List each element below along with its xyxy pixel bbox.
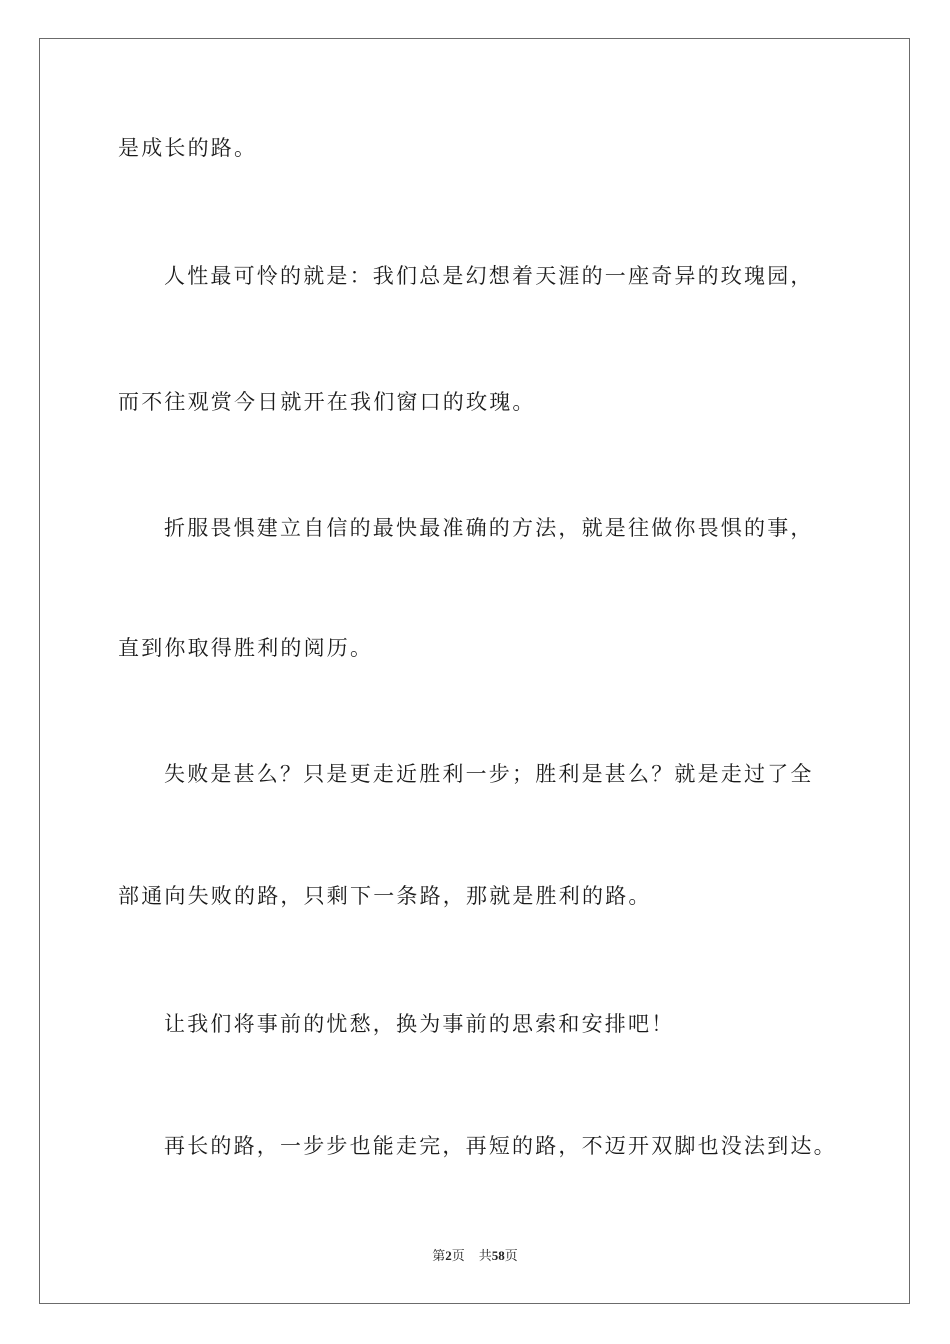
page-footer [0, 1247, 950, 1265]
page-number: 2 [445, 1248, 452, 1263]
total-pages: 58 [491, 1248, 505, 1263]
text-line: 而不往观赏今日就开在我们窗口的玫瑰。 [118, 390, 536, 414]
text-line: 直到你取得胜利的阅历。 [118, 636, 374, 660]
page-prefix: 第 [432, 1248, 446, 1263]
page-suffix: 页 [451, 1248, 465, 1263]
text-line: 部通向失败的路，只剩下一条路，那就是胜利的路。 [118, 884, 652, 908]
paragraph-line: 折服畏惧建立自信的最快最准确的方法，就是往做你畏惧的事， [164, 516, 814, 540]
total-prefix: 共 [478, 1248, 492, 1263]
paragraph-line: 失败是甚么？只是更走近胜利一步；胜利是甚么？就是走过了全 [164, 762, 814, 786]
total-suffix: 页 [504, 1248, 518, 1263]
paragraph-line: 人性最可怜的就是：我们总是幻想着天涯的一座奇异的玫瑰园， [164, 264, 814, 288]
paragraph-line: 再长的路，一步步也能走完，再短的路，不迈开双脚也没法到达。 [164, 1134, 837, 1158]
text-line: 是成长的路。 [118, 136, 258, 160]
page-border [39, 38, 910, 1304]
paragraph-line: 让我们将事前的忧愁，换为事前的思索和安排吧！ [164, 1012, 675, 1036]
